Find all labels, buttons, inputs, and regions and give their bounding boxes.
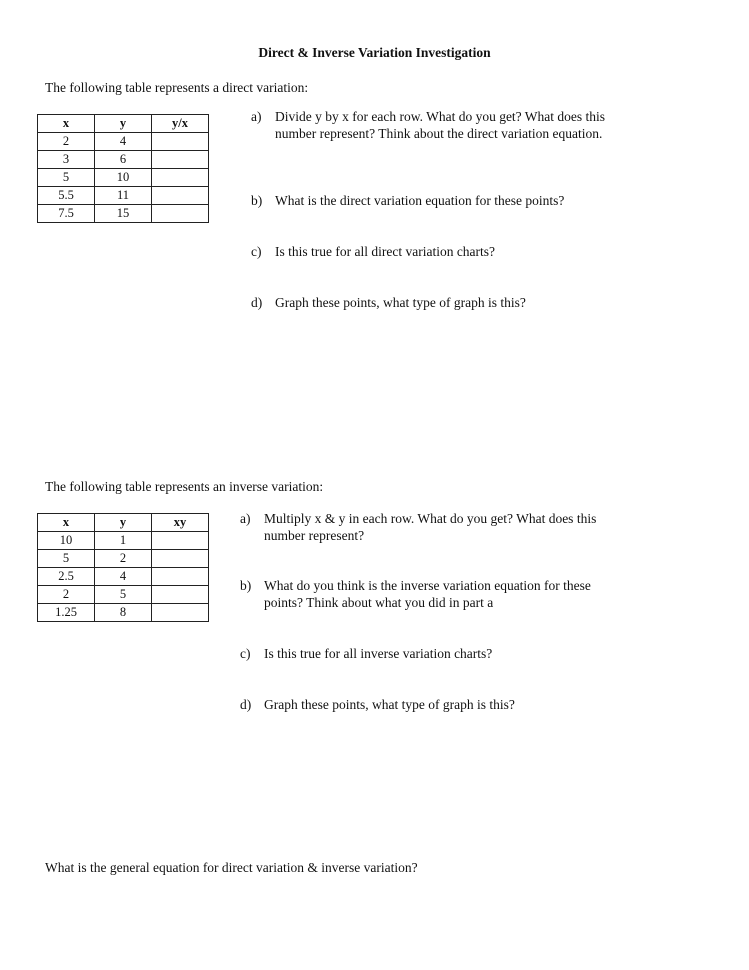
- table-cell: 11: [95, 187, 152, 205]
- final-question: What is the general equation for direct variation & inverse variation?: [45, 860, 418, 875]
- table-cell: [152, 187, 209, 205]
- inverse-header-x: x: [38, 514, 95, 532]
- question-text: Divide y by x for each row. What do you get? What does this number represent? Think about the direct variation equation.: [275, 109, 606, 141]
- table-cell: [152, 151, 209, 169]
- table-row: [38, 586, 209, 604]
- table-cell: 5: [95, 586, 152, 604]
- question-text: What do you think is the inverse variation equation for these points? Think about what you did in part a: [264, 578, 591, 610]
- table-cell: 4: [95, 568, 152, 586]
- table-cell: [152, 532, 209, 550]
- direct-header-y: y: [95, 115, 152, 133]
- table-cell: 5.5: [38, 187, 95, 205]
- direct-header-yx: y/x: [152, 115, 209, 133]
- question-letter: c): [240, 646, 251, 661]
- question-letter: a): [251, 109, 262, 124]
- table-cell: [152, 133, 209, 151]
- table-row: [38, 568, 209, 586]
- direct-intro: The following table represents a direct variation:: [45, 80, 309, 95]
- table-cell: [152, 169, 209, 187]
- table-cell: 7.5: [38, 205, 95, 223]
- direct-header-x: x: [38, 115, 95, 133]
- table-row: [38, 187, 209, 205]
- table-cell: 2: [38, 586, 95, 604]
- question-text: Graph these points, what type of graph is this?: [264, 697, 515, 712]
- question-text: Is this true for all inverse variation charts?: [264, 646, 493, 661]
- table-cell: 2.5: [38, 568, 95, 586]
- table-row: [38, 205, 209, 223]
- inverse-question-b: [240, 577, 630, 611]
- table-cell: 3: [38, 151, 95, 169]
- table-row: [38, 151, 209, 169]
- direct-table: [37, 114, 209, 223]
- inverse-question-a: [240, 510, 630, 544]
- table-row: [38, 550, 209, 568]
- inverse-header-y: y: [95, 514, 152, 532]
- question-letter: b): [251, 193, 263, 208]
- question-text: What is the direct variation equation for these points?: [275, 193, 565, 208]
- direct-question-d: [251, 294, 671, 311]
- table-cell: 1: [95, 532, 152, 550]
- table-cell: 15: [95, 205, 152, 223]
- table-cell: [152, 604, 209, 622]
- table-row: [38, 133, 209, 151]
- table-cell: 5: [38, 550, 95, 568]
- table-cell: [152, 550, 209, 568]
- table-cell: [152, 586, 209, 604]
- table-cell: 10: [95, 169, 152, 187]
- direct-question-c: [251, 243, 671, 260]
- question-text: Graph these points, what type of graph is this?: [275, 295, 526, 310]
- inverse-question-c: [240, 645, 660, 662]
- question-letter: a): [240, 511, 251, 526]
- table-cell: 8: [95, 604, 152, 622]
- inverse-intro: The following table represents an inverse variation:: [45, 479, 324, 494]
- direct-question-b: [251, 192, 671, 209]
- table-cell: 5: [38, 169, 95, 187]
- table-cell: 10: [38, 532, 95, 550]
- table-row: [38, 169, 209, 187]
- inverse-header-xy: xy: [152, 514, 209, 532]
- table-cell: [152, 568, 209, 586]
- question-letter: c): [251, 244, 262, 259]
- direct-question-a: [251, 108, 621, 142]
- table-cell: [152, 205, 209, 223]
- question-letter: b): [240, 578, 252, 593]
- table-cell: 4: [95, 133, 152, 151]
- table-cell: 1.25: [38, 604, 95, 622]
- inverse-table: [37, 513, 209, 622]
- table-row: [38, 532, 209, 550]
- table-cell: 2: [95, 550, 152, 568]
- table-row: [38, 604, 209, 622]
- question-text: Multiply x & y in each row. What do you get? What does this number represent?: [264, 511, 597, 543]
- question-letter: d): [240, 697, 252, 712]
- question-letter: d): [251, 295, 263, 310]
- question-text: Is this true for all direct variation charts?: [275, 244, 496, 259]
- inverse-question-d: [240, 696, 660, 713]
- table-cell: 6: [95, 151, 152, 169]
- table-cell: 2: [38, 133, 95, 151]
- page-title: Direct & Inverse Variation Investigation: [258, 45, 491, 60]
